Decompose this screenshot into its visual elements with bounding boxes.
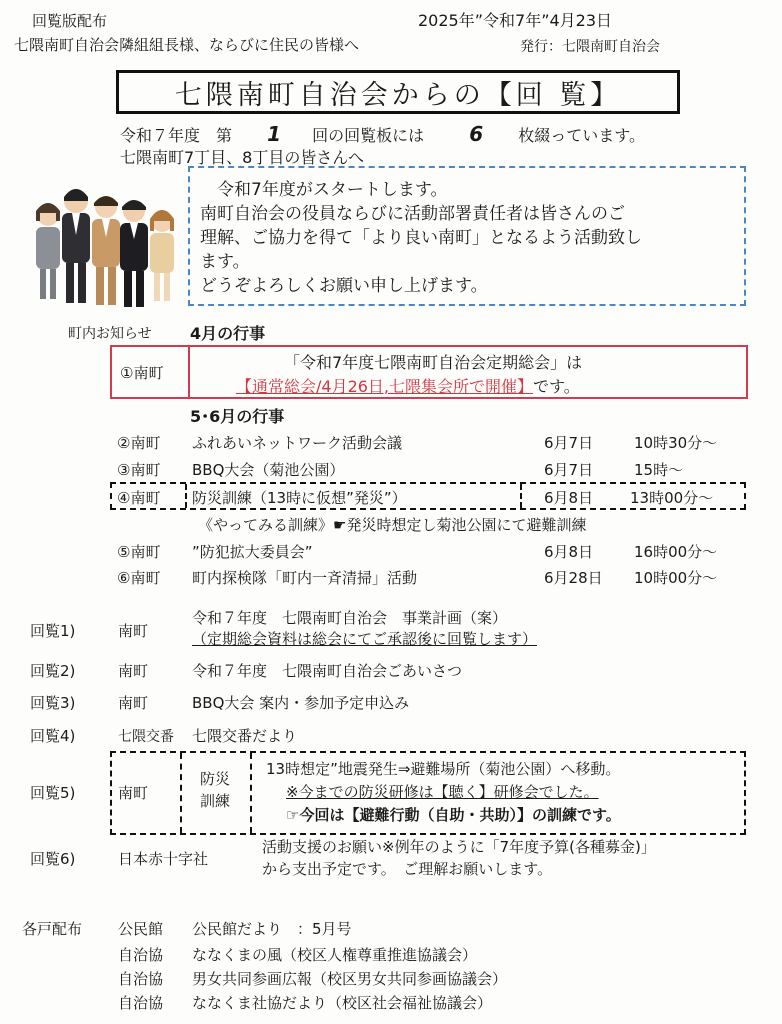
sheet-notice: [120, 122, 645, 146]
event-name: ふれあいネットワーク活動会議: [192, 434, 403, 452]
circular-sub: 防災: [200, 770, 231, 788]
circular-line: （定期総会資料は総会にてご承認後に回覧します）: [192, 630, 538, 648]
event-date: 6月7日: [544, 434, 594, 452]
section-label: 町内お知らせ: [68, 326, 152, 342]
event-tag: ⑥南町: [117, 569, 161, 587]
circular-from: 南町: [118, 694, 149, 712]
circular-sub: 訓練: [200, 792, 231, 810]
circular-line: BBQ大会 案内・参加予定申込み: [192, 694, 410, 712]
intro-line: 令和7年度がスタートします。: [200, 180, 448, 200]
circular-line: から支出予定です。 ご理解お願いします。: [262, 860, 553, 878]
circular-line: ☞今回は【避難行動（自助・共助）】の訓練です。: [286, 806, 621, 824]
circular-line: 令和７年度 七隈南町自治会ごあいさつ: [192, 662, 463, 680]
event-date: 6月8日: [544, 543, 594, 561]
distribution-item: 男女共同参画広報（校区男女共同参画協議会）: [192, 970, 508, 988]
event-name: BBQ大会（菊池公園）: [192, 461, 345, 479]
circular-line: 活動支援のお願い※例年のように「7年度予算(各種募金)」: [262, 838, 656, 856]
meeting-line1: 「令和7年度七隈南町自治会定期総会」は: [284, 353, 583, 372]
circular-from: 七隈交番: [118, 729, 174, 745]
notice-prefix: 令和７年度 第: [120, 126, 233, 145]
event-name: ”防犯拡大委員会”: [192, 543, 313, 561]
event-time: 15時～: [634, 461, 684, 479]
circular-from: 南町: [118, 662, 149, 680]
intro-line: どうぞよろしくお願い申し上げます。: [200, 276, 488, 296]
distribution-from: 自治協: [118, 994, 164, 1012]
sheet-count: 6: [469, 122, 484, 146]
intro-line: 理解、ご協力を得て「より良い南町」となるよう活動致し: [200, 228, 642, 248]
circular-line: ※今までの防災研修は【聴く】研修会でした。: [286, 783, 599, 801]
event-date: 6月28日: [544, 569, 603, 587]
page-title: 七隈南町自治会からの【回 覧】: [116, 70, 680, 114]
event-time: 13時00分～: [630, 489, 714, 507]
event-tag: ①南町: [120, 364, 164, 382]
general-meeting-box: [110, 345, 748, 399]
april-title: 4月の行事: [190, 324, 266, 343]
circular-label: 回覧2): [30, 662, 76, 680]
event-tag: ②南町: [117, 434, 161, 452]
may-june-title: 5･6月の行事: [190, 407, 285, 426]
circular-label: 回覧1): [30, 622, 76, 640]
circular-line: 令和７年度 七隈南町自治会 事業計画（案）: [192, 609, 508, 627]
event-date: 6月7日: [544, 461, 594, 479]
distribution-label: 各戸配布: [22, 920, 83, 938]
circulation-label: 回覧版配布: [32, 12, 108, 30]
intro-message-box: [188, 166, 746, 306]
circular-from: 南町: [118, 784, 149, 802]
distribution-item: ななくま社協だより（校区社会福祉協議会）: [192, 994, 493, 1012]
circular-number: 1: [267, 122, 282, 146]
event-time: 16時00分～: [634, 543, 718, 561]
circular-label: 回覧3): [30, 694, 76, 712]
distribution-item: ななくまの風（校区人権尊重推進協議会）: [192, 946, 478, 964]
event-name: 町内探検隊「町内一斉清掃」活動: [192, 569, 418, 587]
distribution-from: 自治協: [118, 946, 164, 964]
notice-middle: 回の回覧板には: [312, 126, 425, 145]
event-tag: ⑤南町: [117, 543, 161, 561]
distribution-from: 公民館: [118, 920, 164, 938]
event-date: 6月8日: [544, 489, 594, 507]
notice-recipients: 七隈南町7丁目、8丁目の皆さんへ: [120, 148, 365, 167]
publisher: 発行：七隈南町自治会: [520, 39, 660, 55]
drill-note: 《やってみる訓練》☛発災時想定し菊池公園にて避難訓練: [198, 516, 587, 534]
intro-line: 南町自治会の役員ならびに活動部署責任者は皆さんのご: [200, 204, 625, 224]
event-name: 防災訓練（13時に仮想”発災”）: [192, 489, 407, 507]
addressee: 七隈南町自治会隣組組長様、ならびに住民の皆様へ: [14, 36, 360, 54]
people-illustration: [14, 175, 184, 315]
circular-line: 七隈交番だより: [192, 727, 298, 745]
circular-label: 回覧5): [30, 784, 76, 802]
circular-from: 日本赤十字社: [118, 850, 209, 868]
meeting-tail: です。: [533, 377, 580, 396]
event-tag: ④南町: [117, 489, 161, 507]
distribution-item: 公民館だより ：5月号: [192, 920, 352, 938]
meeting-detail: 【通常総会/4月26日,七隈集会所で開催】: [236, 377, 534, 396]
event-tag: ③南町: [117, 461, 161, 479]
intro-line: ます。: [200, 252, 250, 272]
circular-line: 13時想定”地震発生⇒避難場所（菊池公園）へ移動。: [266, 760, 621, 778]
notice-suffix: 枚綴っています。: [518, 126, 645, 145]
circular-label: 回覧6): [30, 850, 76, 868]
circular-label: 回覧4): [30, 727, 76, 745]
distribution-from: 自治協: [118, 970, 164, 988]
circular-from: 南町: [118, 622, 149, 640]
issue-date: 2025年”令和7年”4月23日: [418, 11, 613, 30]
event-time: 10時30分～: [634, 434, 718, 452]
event-time: 10時00分～: [634, 569, 718, 587]
